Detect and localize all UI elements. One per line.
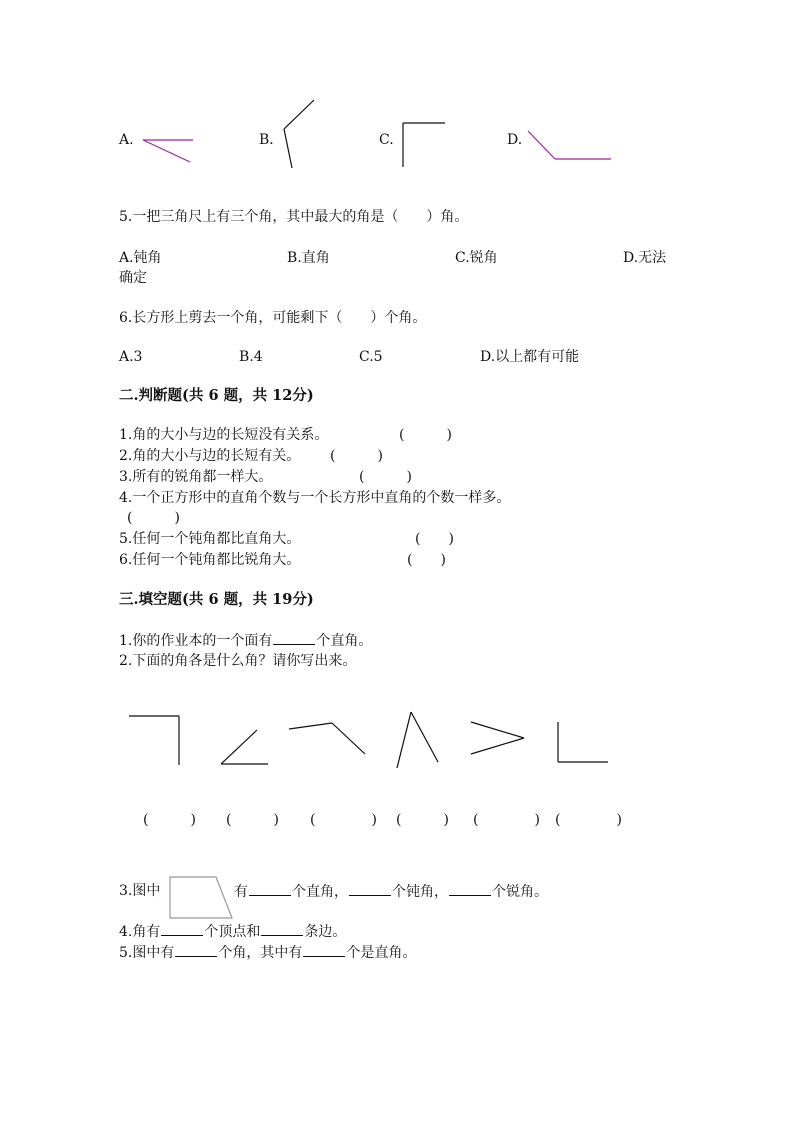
fill-q3-prefix: 3.图中 <box>119 883 161 899</box>
fill-angle-3 <box>289 723 365 754</box>
fill-q3-mid2: 个直角， <box>292 884 348 900</box>
q5-option-b[interactable]: B.直角 <box>287 250 330 266</box>
section-2-title: 二.判断题(共 6 题，共 12分) <box>119 387 314 404</box>
fill-q5-prefix: 5.图中有 <box>119 945 175 961</box>
fill-q4-blank-1[interactable] <box>161 921 203 936</box>
q6-option-d[interactable]: D.以上都有可能 <box>480 349 580 365</box>
q6-question: 6.长方形上剪去一个角，可能剩下（ ）个角。 <box>119 310 427 326</box>
q4-option-a[interactable]: A. <box>119 132 134 148</box>
fill-q2: 2.下面的角各是什么角？请你写出来。 <box>119 653 357 669</box>
fill-q1-before: 1.你的作业本的一个面有 <box>119 633 273 649</box>
fill-angle-1 <box>129 716 179 765</box>
judge-answer-6[interactable]: ( ) <box>407 552 446 568</box>
q6-option-a[interactable]: A.3 <box>119 349 143 365</box>
fill-q5-suffix: 个是直角。 <box>346 945 417 961</box>
fill-q3-mid1: 有 <box>234 884 248 900</box>
judge-answer-1[interactable]: ( ) <box>399 427 452 443</box>
fill-q3 <box>234 881 548 902</box>
fill-q5-mid: 个角，其中有 <box>218 945 303 961</box>
judge-item-3: 3.所有的锐角都一样大。 <box>119 469 273 485</box>
fill-q2-answer-5[interactable]: ( ) <box>473 812 540 828</box>
judge-item-1: 1.角的大小与边的长短没有关系。 <box>119 427 329 443</box>
q6-option-c[interactable]: C.5 <box>359 349 383 365</box>
fill-q3-blank-1[interactable] <box>249 881 291 896</box>
judge-answer-3[interactable]: ( ) <box>359 469 412 485</box>
q4-option-c[interactable]: C. <box>379 132 394 148</box>
trapezoid-figure <box>170 877 232 918</box>
q5-option-a[interactable]: A.钝角 <box>119 250 162 266</box>
angle-b <box>284 100 314 168</box>
judge-answer-5[interactable]: ( ) <box>415 531 454 547</box>
fill-q5-blank-2[interactable] <box>303 942 345 957</box>
fill-q4-blank-2[interactable] <box>261 921 303 936</box>
fill-angle-5 <box>471 722 524 754</box>
fill-angle-6 <box>558 722 608 762</box>
q5-option-c[interactable]: C.锐角 <box>455 250 498 266</box>
fill-q2-answer-1[interactable]: ( ) <box>143 812 196 828</box>
fill-q2-answer-4[interactable]: ( ) <box>396 812 449 828</box>
angle-c <box>403 123 445 167</box>
q6-option-b[interactable]: B.4 <box>239 349 263 365</box>
fill-q3-mid4: 个锐角。 <box>492 884 548 900</box>
fill-angle-2 <box>221 730 268 764</box>
fill-q4-suffix: 条边。 <box>304 924 347 940</box>
fill-q1-after: 个直角。 <box>316 633 373 649</box>
judge-item-4: 4.一个正方形中的直角个数与一个长方形中直角的个数一样多。 <box>119 490 511 506</box>
section-3-title: 三.填空题(共 6 题，共 19分) <box>119 591 314 608</box>
q5-option-d[interactable]: D.无法 <box>623 250 667 266</box>
fill-q3-blank-2[interactable] <box>349 881 391 896</box>
fill-angle-4 <box>397 712 438 768</box>
q4-option-b[interactable]: B. <box>259 132 274 148</box>
q4-option-d[interactable]: D. <box>507 132 523 148</box>
angle-a <box>143 140 193 162</box>
fill-q4-prefix: 4.角有 <box>119 924 161 940</box>
q5-question: 5.一把三角尺上有三个角，其中最大的角是（ ）角。 <box>119 209 469 225</box>
judge-answer-2[interactable]: ( ) <box>330 448 383 464</box>
fill-q2-answer-3[interactable]: ( ) <box>310 812 377 828</box>
fill-q1-blank[interactable] <box>273 630 315 645</box>
q5-option-d-wrap: 确定 <box>119 270 147 286</box>
fill-q4 <box>119 921 346 942</box>
judge-item-5: 5.任何一个钝角都比直角大。 <box>119 531 301 547</box>
fill-q2-answer-2[interactable]: ( ) <box>226 812 279 828</box>
angle-d <box>528 131 611 159</box>
fill-q2-answer-6[interactable]: ( ) <box>555 812 622 828</box>
judge-item-2: 2.角的大小与边的长短有关。 <box>119 448 301 464</box>
fill-q5 <box>119 942 416 963</box>
fill-q3-mid3: 个钝角， <box>392 884 448 900</box>
judge-item-6: 6.任何一个钝角都比锐角大。 <box>119 552 301 568</box>
fill-q4-mid: 个顶点和 <box>204 924 261 940</box>
fill-q3-blank-3[interactable] <box>449 881 491 896</box>
fill-q5-blank-1[interactable] <box>175 942 217 957</box>
fill-q1 <box>119 630 372 651</box>
judge-answer-4[interactable]: ( ) <box>127 510 180 526</box>
